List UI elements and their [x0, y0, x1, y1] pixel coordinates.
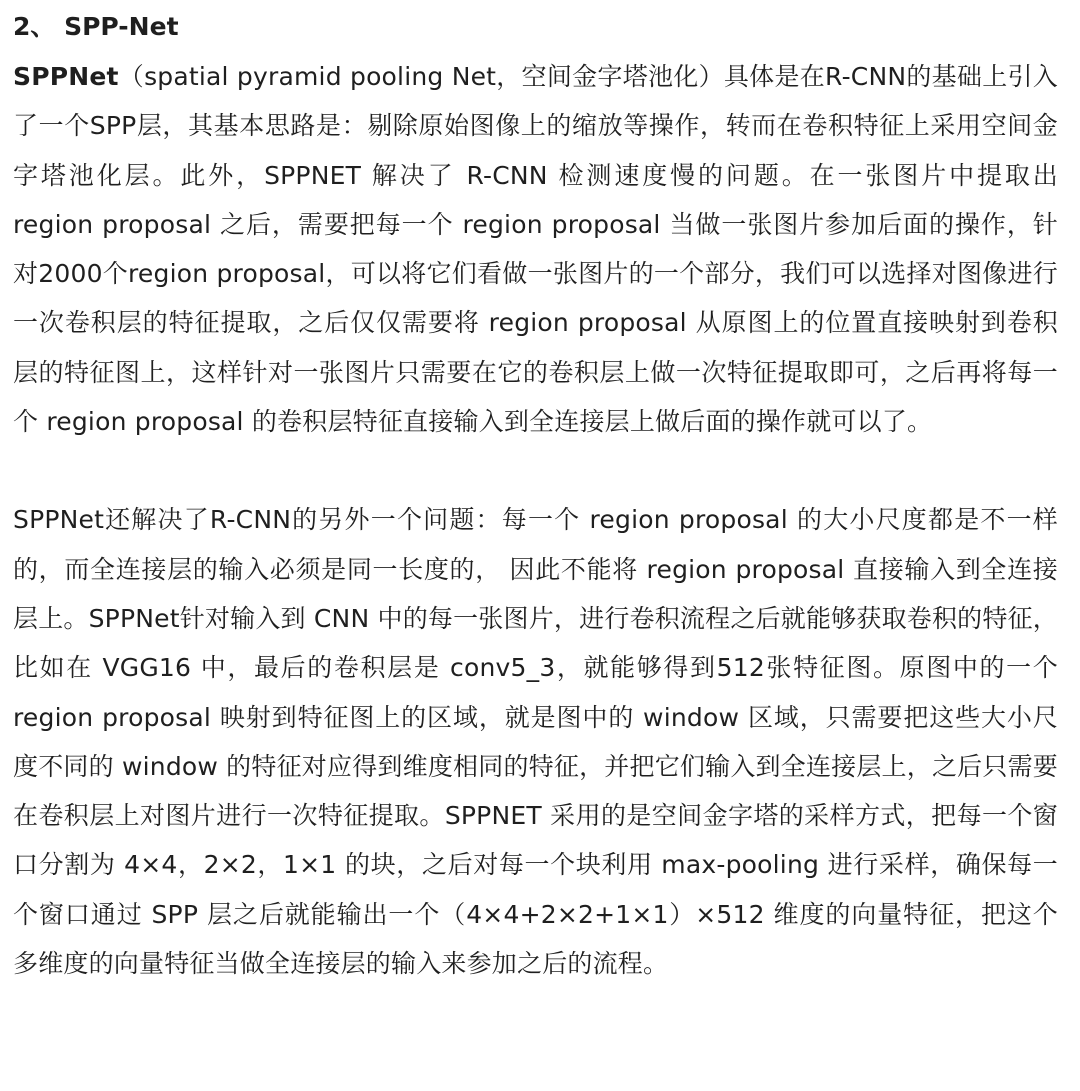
- paragraph-sppnet-details: SPPNet还解决了R-CNN的另外一个问题：每一个 region proposal 的大小尺度都是不一样的，而全连接层的输入必须是同一长度的， 因此不能将 region proposal 直接输入到全连接层上。SPPNet针对输入到 CNN 中的每一张图片，进行卷积流程之后就能够获取卷积的特征，比如在 VGG16 中，最后的卷积层是 conv5_3，就能够得到512张特征图。原图中的一个 region proposal 映射到特征图上的区域，就是图中的 window 区域，只需要把这些大小尺度不同的 window 的特征对应得到维度相同的特征，并把它们输入到全连接层上，之后只需要在卷积层上对图片进行一次特征提取。SPPNET 采用的是空间金字塔的采样方式，把每一个窗口分割为 4×4，2×2，1×1 的块，之后对每一个块利用 max-pooling 进行采样，确保每一个窗口通过 SPP 层之后就能输出一个（4×4+2×2+1×1）×512 维度的向量特征，把这个多维度的向量特征当做全连接层的输入来参加之后的流程。: [13, 505, 1058, 979]
- paragraph-spacer: [13, 446, 1058, 495]
- paragraph-sppnet-intro: [13, 52, 1058, 446]
- paragraph-intro-text: （spatial pyramid pooling Net，空间金字塔池化）具体是在R-CNN的基础上引入了一个SPP层，其基本思路是：剔除原始图像上的缩放等操作，转而在卷积特征上采用空间金字塔池化层。此外，SPPNET 解决了 R-CNN 检测速度慢的问题。在一张图片中提取出 region proposal 之后，需要把每一个 region proposal 当做一张图片参加后面的操作，针对2000个region proposal，可以将它们看做一张图片的一个部分，我们可以选择对图像进行一次卷积层的特征提取，之后仅仅需要将 region proposal 从原图上的位置直接映射到卷积层的特征图上，这样针对一张图片只需要在它的卷积层上做一次特征提取即可，之后再将每一个 region proposal 的卷积层特征直接输入到全连接层上做后面的操作就可以了。: [13, 62, 1058, 437]
- paragraph-lead-term: SPPNet: [13, 62, 119, 91]
- section-heading: 2、 SPP-Net: [13, 12, 179, 41]
